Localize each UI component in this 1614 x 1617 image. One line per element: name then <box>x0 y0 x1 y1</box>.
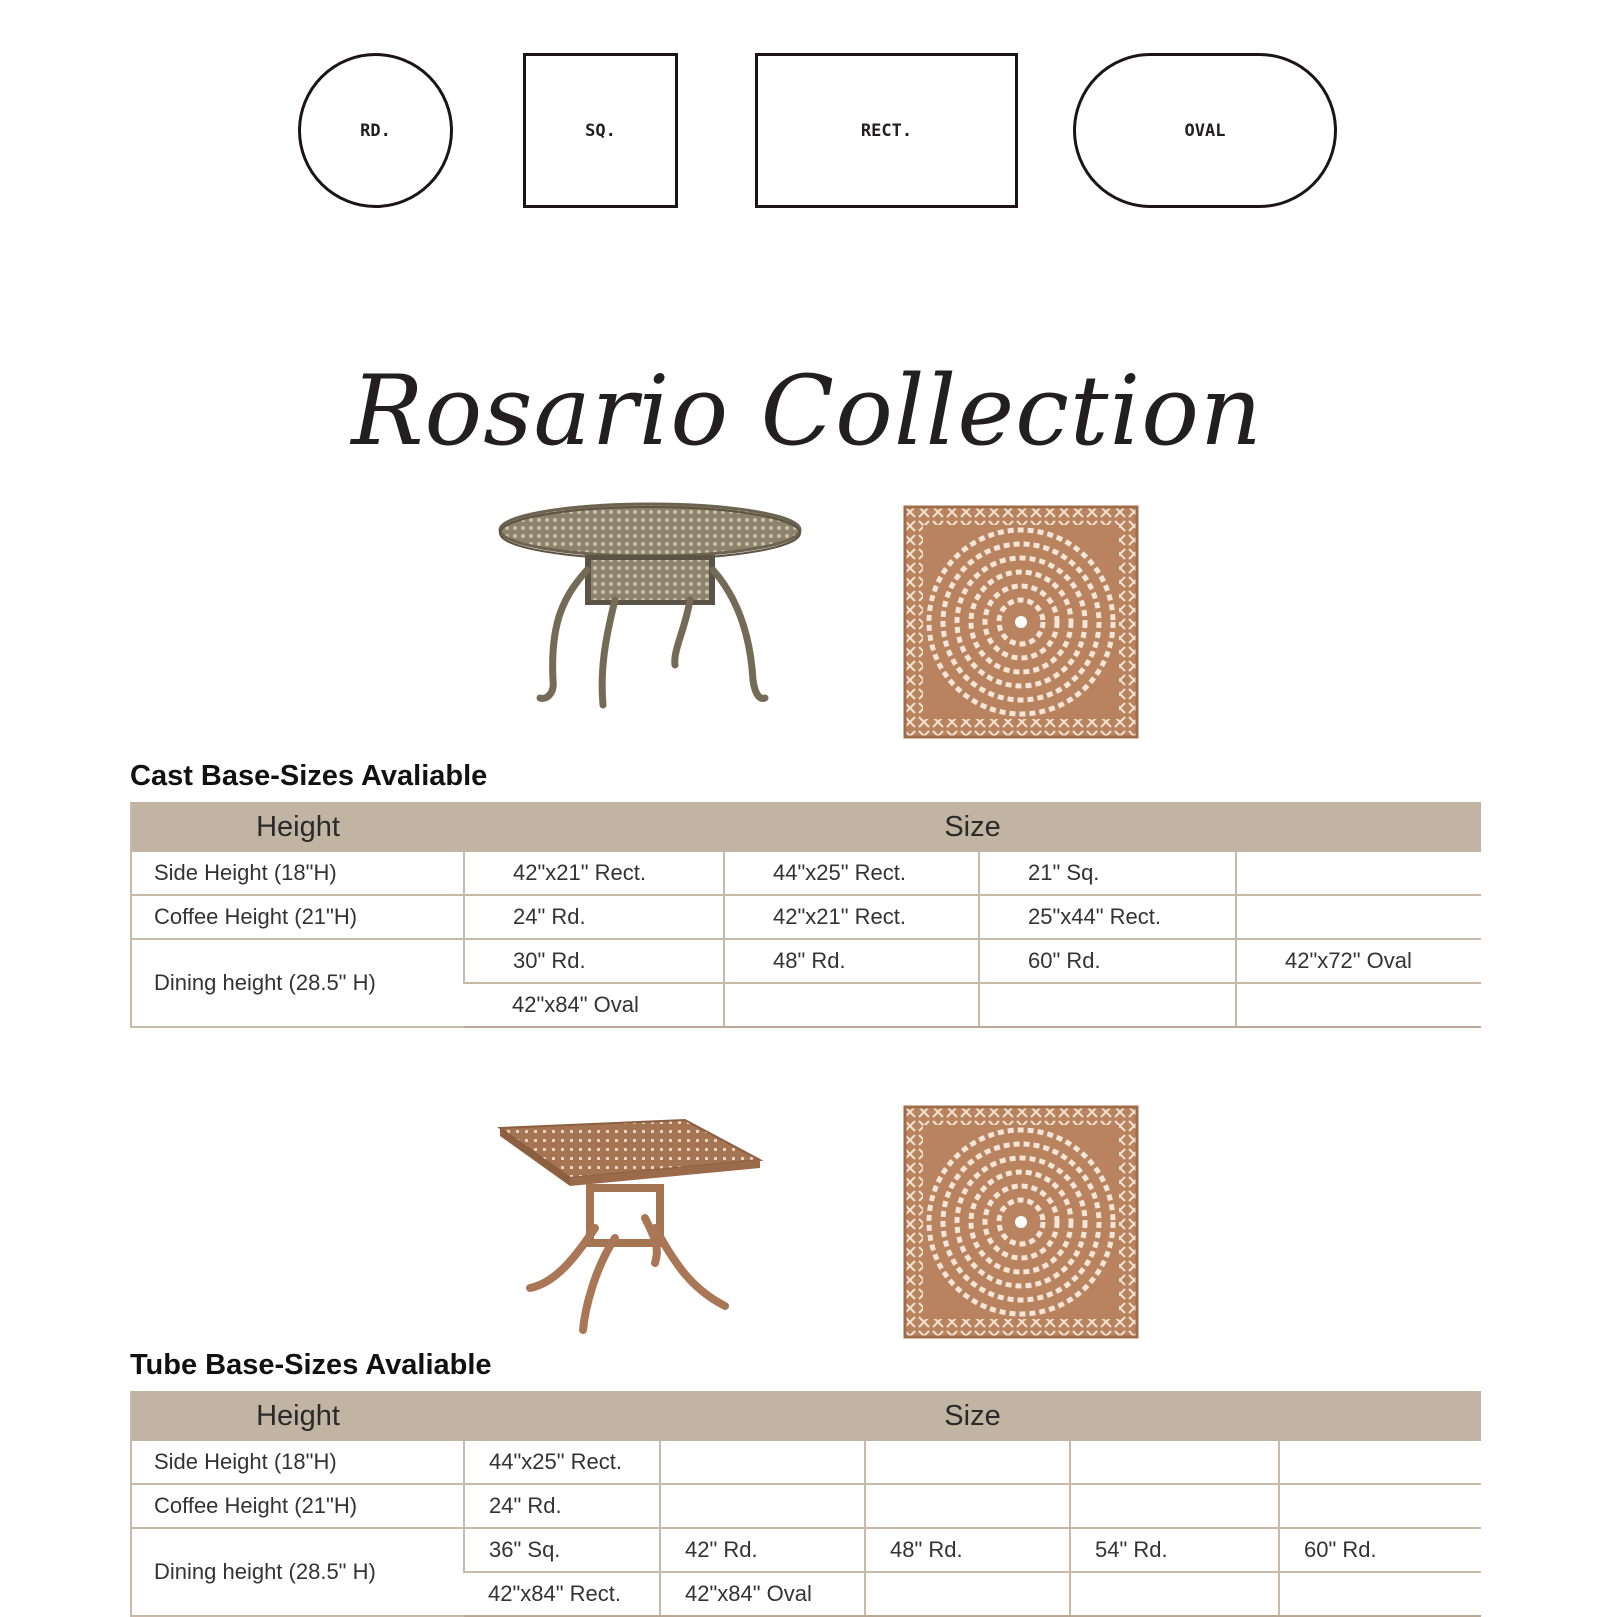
table-row <box>131 852 1481 895</box>
size-column-header: Size <box>464 1391 1481 1441</box>
size-cell: 30" Rd. <box>464 939 724 983</box>
size-cell: 21" Sq. <box>979 852 1236 895</box>
size-cell: 24" Rd. <box>464 1484 660 1528</box>
size-cell <box>1070 1572 1279 1616</box>
size-cell <box>865 1572 1070 1616</box>
height-cell: Coffee Height (21"H) <box>131 1484 464 1528</box>
cast-table-top-pattern-image <box>903 505 1139 739</box>
size-cell <box>865 1441 1070 1484</box>
size-cell: 25"x44" Rect. <box>979 895 1236 939</box>
height-cell: Dining height (28.5" H) <box>131 1528 464 1616</box>
round-shape-icon <box>298 53 453 208</box>
size-cell: 36" Sq. <box>464 1528 660 1572</box>
table-row <box>131 1484 1481 1528</box>
size-cell <box>1236 983 1481 1027</box>
size-cell: 42"x84" Rect. <box>464 1572 660 1616</box>
size-cell <box>1279 1441 1481 1484</box>
cast-base-size-table <box>130 802 1481 1028</box>
round-shape-label: RD. <box>360 120 391 141</box>
oval-shape-icon <box>1073 53 1337 208</box>
size-cell: 42"x72" Oval <box>1236 939 1481 983</box>
size-cell: 42"x84" Oval <box>660 1572 865 1616</box>
collection-title: Rosario Collection <box>351 355 1263 467</box>
table-row <box>131 939 1481 983</box>
square-shape-label: SQ. <box>585 120 616 141</box>
size-column-header: Size <box>464 802 1481 852</box>
height-cell: Coffee Height (21"H) <box>131 895 464 939</box>
size-cell: 60" Rd. <box>979 939 1236 983</box>
height-column-header: Height <box>131 802 464 852</box>
height-cell: Dining height (28.5" H) <box>131 939 464 1027</box>
size-cell <box>1279 1484 1481 1528</box>
size-cell: 42" Rd. <box>660 1528 865 1572</box>
size-cell <box>979 983 1236 1027</box>
cast-round-table-image <box>495 500 805 730</box>
square-shape-icon <box>523 53 678 208</box>
size-cell: 24" Rd. <box>464 895 724 939</box>
size-cell <box>865 1484 1070 1528</box>
size-cell: 42"x21" Rect. <box>464 852 724 895</box>
tube-table-top-pattern-image <box>903 1105 1139 1339</box>
rectangle-shape-icon <box>755 53 1018 208</box>
tube-base-heading: Tube Base-Sizes Avaliable <box>130 1349 492 1381</box>
size-cell <box>1236 852 1481 895</box>
height-column-header: Height <box>131 1391 464 1441</box>
tube-square-table-image <box>495 1118 785 1338</box>
height-cell: Side Height (18"H) <box>131 852 464 895</box>
size-cell <box>724 983 979 1027</box>
size-cell <box>660 1441 865 1484</box>
oval-shape-label: OVAL <box>1184 120 1226 141</box>
size-cell: 44"x25" Rect. <box>724 852 979 895</box>
size-cell: 60" Rd. <box>1279 1528 1481 1572</box>
height-cell: Side Height (18"H) <box>131 1441 464 1484</box>
rectangle-shape-label: RECT. <box>860 120 913 141</box>
size-cell: 42"x21" Rect. <box>724 895 979 939</box>
size-cell: 48" Rd. <box>865 1528 1070 1572</box>
size-cell: 44"x25" Rect. <box>464 1441 660 1484</box>
tube-base-size-table <box>130 1391 1481 1617</box>
size-cell <box>1070 1441 1279 1484</box>
size-cell <box>1236 895 1481 939</box>
size-cell <box>1279 1572 1481 1616</box>
table-row <box>131 1528 1481 1572</box>
size-cell: 42"x84" Oval <box>464 983 724 1027</box>
table-row <box>131 895 1481 939</box>
size-cell: 54" Rd. <box>1070 1528 1279 1572</box>
table-row <box>131 1441 1481 1484</box>
cast-base-heading: Cast Base-Sizes Avaliable <box>130 760 488 792</box>
size-cell: 48" Rd. <box>724 939 979 983</box>
size-cell <box>1070 1484 1279 1528</box>
size-cell <box>660 1484 865 1528</box>
